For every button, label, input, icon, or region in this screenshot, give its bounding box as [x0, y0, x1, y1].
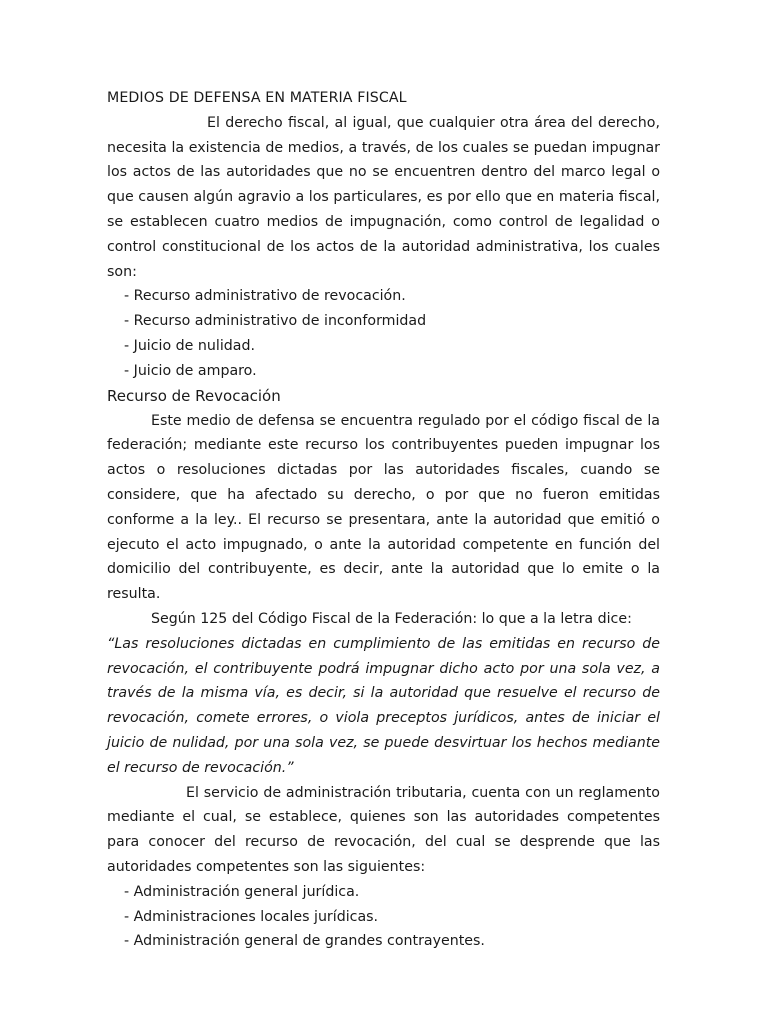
medios-list: [107, 284, 660, 383]
section-heading: Recurso de Revocación: [107, 386, 281, 405]
legal-quote: “Las resoluciones dictadas en cumplimiento de las emitidas en recurso de revocación, el contribuyente podrá impugnar dicho acto por una sola vez, a través de la misma vía, es decir, si la autoridad que resuelve el recurso de revocación, comete errores, o viola preceptos jurídicos, antes de iniciar el juicio de nulidad, por una sola vez, se puede desvirtuar los hechos mediante el recurso de revocación.”: [107, 635, 660, 776]
document-page: [107, 86, 660, 954]
list-item: - Juicio de nulidad.: [124, 337, 256, 354]
list-item: - Administración general de grandes contrayentes.: [124, 933, 485, 950]
list-item: - Recurso administrativo de inconformidad: [124, 313, 427, 330]
list-item: - Juicio de amparo.: [124, 362, 257, 379]
list-item: - Administraciones locales jurídicas.: [124, 908, 379, 925]
list-item: - Administración general jurídica.: [124, 883, 360, 900]
quote-intro: Según 125 del Código Fiscal de la Federación: lo que a la letra dice:: [151, 610, 632, 627]
intro-paragraph: El derecho fiscal, al igual, que cualquier otra área del derecho, necesita la existencia de medios, a través, de los cuales se puedan impugnar los actos de las autoridades que no se encuentren dentro del marco legal o que causen algún agravio a los particulares, es por ello que en materia fiscal, se establecen cuatro medios de impugnación, como control de legalidad o control constitucional de los actos de la autoridad administrativa, los cuales son:: [107, 114, 660, 280]
sat-paragraph: El servicio de administración tributaria, cuenta con un reglamento mediante el cual, se establece, quienes son las autoridades competentes para conocer del recurso de revocación, del cual se desprende que las autoridades competentes son las siguientes:: [107, 784, 660, 875]
document-title: MEDIOS DE DEFENSA EN MATERIA FISCAL: [107, 90, 407, 106]
list-item: - Recurso administrativo de revocación.: [124, 288, 406, 305]
autoridades-list: [107, 880, 660, 954]
section-paragraph: Este medio de defensa se encuentra regulado por el código fiscal de la federación; mediante este recurso los contribuyentes pueden impugnar los actos o resoluciones dictadas por las autoridades fiscales, cuando se considere, que ha afectado su derecho, o por que no fueron emitidas conforme a la ley.. El recurso se presentara, ante la autoridad que emitió o ejecuto el acto impugnado, o ante la autoridad competente en función del domicilio del contribuyente, es decir, ante la autoridad que lo emite o la resulta.: [107, 412, 660, 603]
